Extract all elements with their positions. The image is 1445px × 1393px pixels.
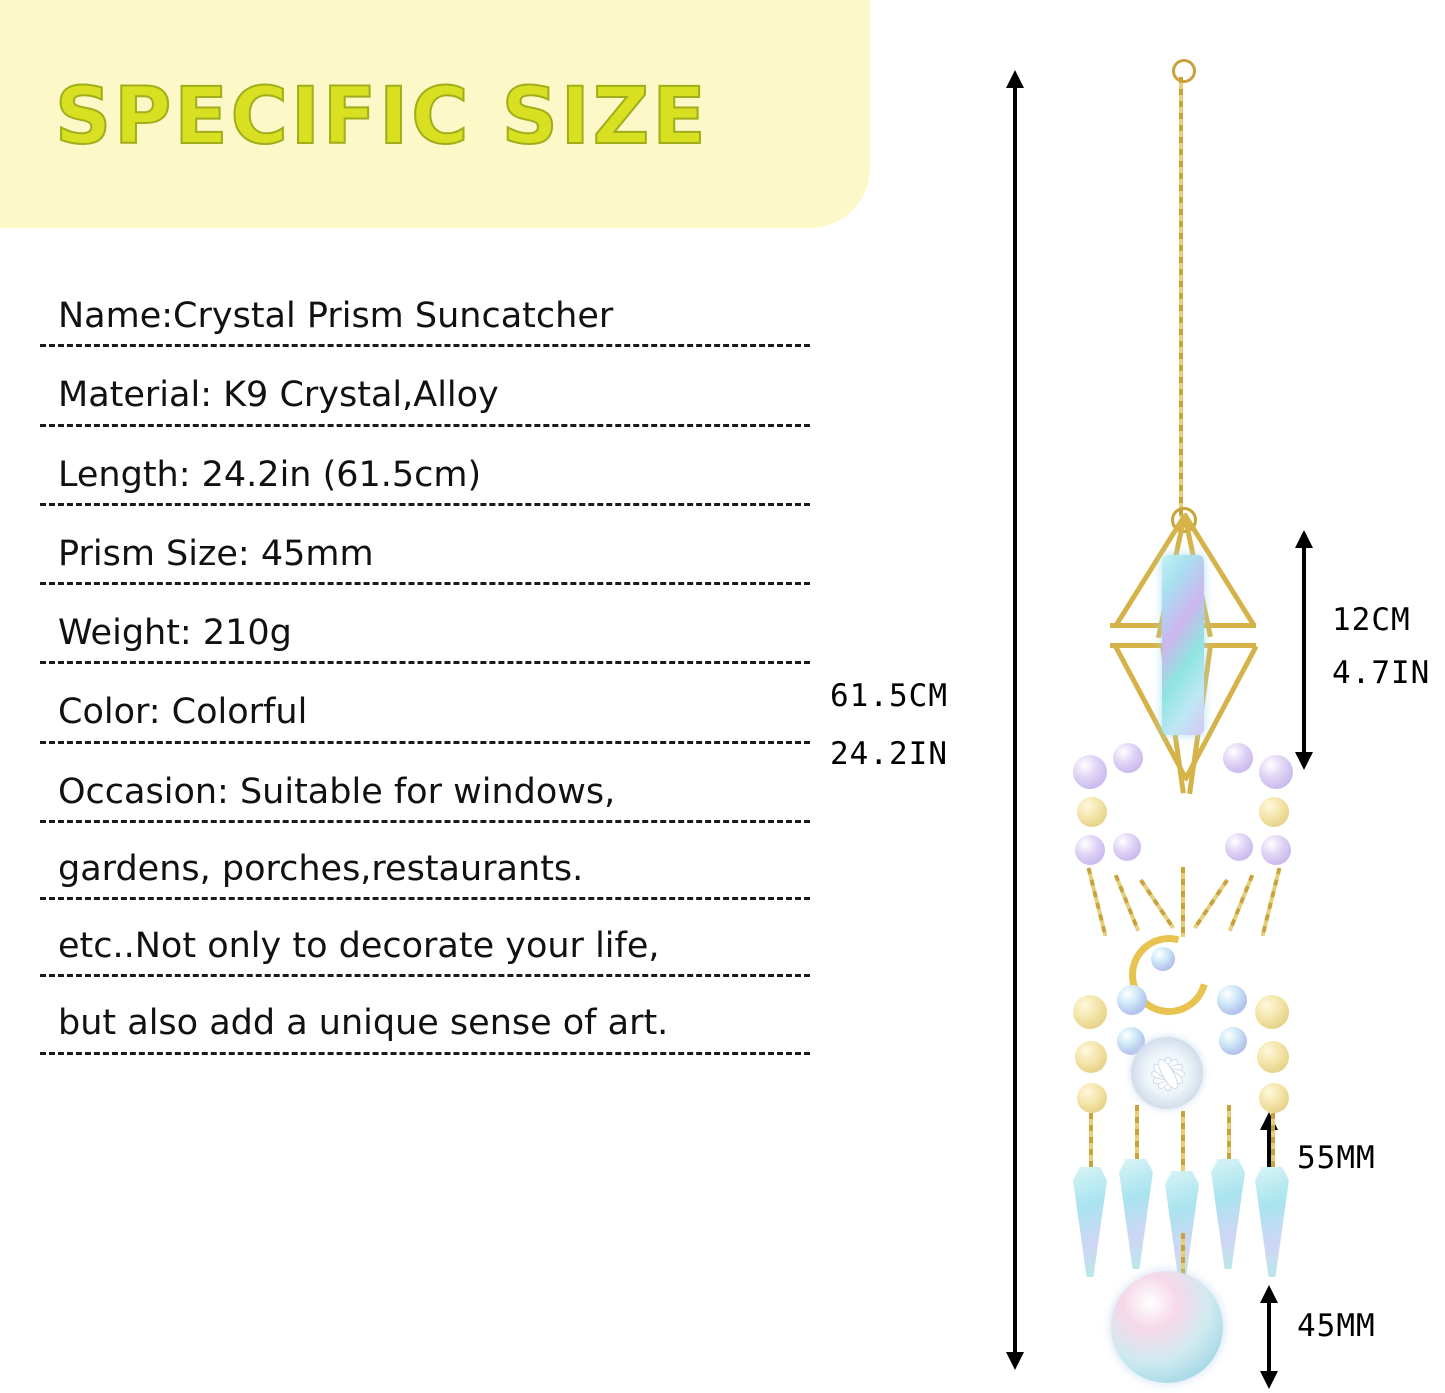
spec-row [40, 613, 810, 664]
spec-row [40, 692, 810, 743]
spec-material: Material: K9 Crystal,Alloy [58, 375, 499, 416]
flower-medallion [1131, 1037, 1203, 1109]
bead [1075, 1041, 1107, 1073]
spec-weight: Weight: 210g [58, 613, 292, 653]
prism-size-in-label: 4.7IN [1332, 655, 1431, 691]
bead [1113, 743, 1143, 773]
spec-name: Name:Crystal Prism Suncatcher [58, 296, 614, 336]
center-chain [1181, 867, 1185, 937]
spec-occasion-line-4: but also add a unique sense of art. [58, 1003, 669, 1044]
spec-row [40, 849, 810, 900]
crystal-prism [1162, 555, 1204, 735]
swag-chain [1193, 879, 1229, 929]
specification-list [40, 296, 810, 1081]
spec-row [40, 534, 810, 585]
drop-chain [1271, 1113, 1275, 1173]
spec-length: Length: 24.2in (61.5cm) [58, 454, 482, 495]
arrow-head-down-icon [1006, 1352, 1024, 1370]
spec-color: Color: Colorful [58, 692, 308, 733]
spec-row [40, 926, 810, 977]
icicle-length-label: 55MM [1297, 1140, 1376, 1176]
bead [1257, 1041, 1289, 1073]
drop-chain [1089, 1113, 1093, 1173]
bead [1073, 755, 1107, 789]
spec-occasion-line-1: Occasion: Suitable for windows, [58, 771, 616, 812]
total-length-in-label: 24.2IN [830, 736, 948, 772]
total-length-arrow [1008, 70, 1022, 1370]
bead [1259, 1083, 1289, 1113]
bead [1219, 1027, 1247, 1055]
page-title: SPECIFIC SIZE [55, 72, 709, 162]
spec-occasion-line-2: gardens, porches,restaurants. [58, 848, 584, 889]
bead [1075, 835, 1105, 865]
top-chain [1179, 77, 1183, 517]
top-hanging-ring [1172, 59, 1196, 83]
icicle-prism [1119, 1159, 1153, 1269]
arrow-shaft [1013, 86, 1017, 1356]
icicle-prism [1211, 1159, 1245, 1269]
bead [1217, 985, 1247, 1015]
header-banner [0, 0, 870, 228]
bottom-chain [1181, 1233, 1185, 1277]
spec-occasion-line-3: etc..Not only to decorate your life, [58, 926, 660, 966]
spec-row [40, 455, 810, 506]
spec-prism-size: Prism Size: 45mm [58, 533, 374, 574]
crystal-ball [1111, 1271, 1223, 1383]
swag-chain [1261, 868, 1282, 937]
bead [1259, 797, 1289, 827]
bead [1225, 833, 1253, 861]
spec-row [40, 296, 810, 347]
total-length-cm-label: 61.5CM [830, 678, 948, 714]
bead [1151, 947, 1175, 971]
icicle-prism [1073, 1167, 1107, 1277]
spec-row [40, 1003, 810, 1054]
swag-chain [1087, 868, 1108, 937]
bead [1077, 797, 1107, 827]
swag-chain [1139, 879, 1175, 929]
prism-size-cm-label: 12CM [1332, 602, 1411, 638]
spec-row [40, 772, 810, 823]
spec-row [40, 375, 810, 426]
swag-chain [1228, 874, 1254, 931]
bead [1073, 995, 1107, 1029]
bead [1117, 985, 1147, 1015]
bead [1261, 835, 1291, 865]
bead [1113, 833, 1141, 861]
bead [1223, 743, 1253, 773]
drop-chain [1181, 1111, 1185, 1173]
swag-chain [1114, 874, 1140, 931]
bead [1259, 755, 1293, 789]
ball-diameter-label: 45MM [1297, 1308, 1376, 1344]
drop-chain [1227, 1105, 1231, 1165]
suncatcher-product-image [1055, 55, 1305, 1385]
drop-chain [1135, 1105, 1139, 1165]
bead [1255, 995, 1289, 1029]
bead [1077, 1083, 1107, 1113]
product-dimension-diagram [810, 0, 1445, 1393]
icicle-prism [1255, 1167, 1289, 1277]
